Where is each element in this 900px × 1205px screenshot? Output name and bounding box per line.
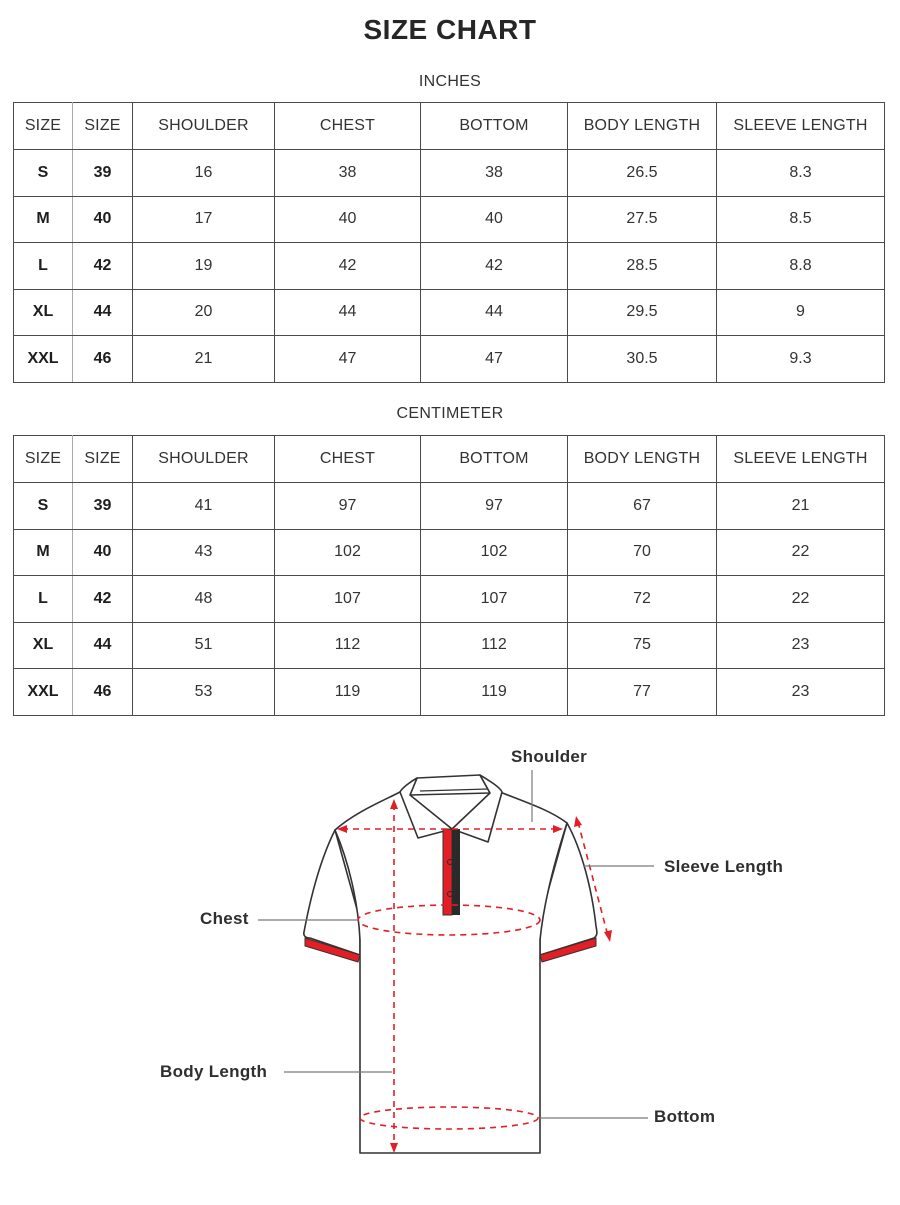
sleeve-length-value: 23 bbox=[717, 669, 885, 716]
shoulder-value: 41 bbox=[133, 483, 275, 530]
sleeve-length-value: 8.8 bbox=[717, 243, 885, 290]
bottom-value: 44 bbox=[421, 289, 568, 336]
table-row bbox=[14, 483, 885, 530]
sleeve-length-value: 8.3 bbox=[717, 150, 885, 197]
chest-value: 107 bbox=[275, 576, 421, 623]
sleeve-length-value: 8.5 bbox=[717, 196, 885, 243]
bottom-value: 102 bbox=[421, 529, 568, 576]
shoulder-value: 19 bbox=[133, 243, 275, 290]
centimeter-table bbox=[13, 435, 885, 716]
size-letter: XL bbox=[14, 622, 73, 669]
sleeve-length-value: 22 bbox=[717, 529, 885, 576]
chest-label: Chest bbox=[200, 909, 249, 928]
bottom-value: 38 bbox=[421, 150, 568, 197]
header-size-letter: SIZE bbox=[14, 103, 73, 150]
shoulder-value: 43 bbox=[133, 529, 275, 576]
size-number: 44 bbox=[73, 622, 133, 669]
sleeve-length-label: Sleeve Length bbox=[664, 857, 784, 876]
shoulder-label: Shoulder bbox=[511, 747, 588, 766]
page-title: SIZE CHART bbox=[363, 14, 537, 45]
bottom-value: 112 bbox=[421, 622, 568, 669]
size-letter: M bbox=[14, 529, 73, 576]
sleeve-length-value: 23 bbox=[717, 622, 885, 669]
header-bottom: BOTTOM bbox=[421, 436, 568, 483]
size-letter: XXL bbox=[14, 336, 73, 383]
header-chest: CHEST bbox=[275, 436, 421, 483]
size-letter: L bbox=[14, 576, 73, 623]
size-letter: XL bbox=[14, 289, 73, 336]
size-letter: S bbox=[14, 483, 73, 530]
body-length-value: 75 bbox=[568, 622, 717, 669]
sleeve-length-value: 9 bbox=[717, 289, 885, 336]
chest-value: 97 bbox=[275, 483, 421, 530]
body-length-value: 77 bbox=[568, 669, 717, 716]
size-number: 46 bbox=[73, 336, 133, 383]
bottom-value: 47 bbox=[421, 336, 568, 383]
shoulder-value: 48 bbox=[133, 576, 275, 623]
header-size-number: SIZE bbox=[73, 103, 133, 150]
header-size-letter: SIZE bbox=[14, 436, 73, 483]
table-header-row bbox=[14, 103, 885, 150]
body-length-value: 70 bbox=[568, 529, 717, 576]
shoulder-value: 20 bbox=[133, 289, 275, 336]
shoulder-value: 51 bbox=[133, 622, 275, 669]
shoulder-value: 21 bbox=[133, 336, 275, 383]
table-row bbox=[14, 529, 885, 576]
size-number: 42 bbox=[73, 243, 133, 290]
body-length-value: 29.5 bbox=[568, 289, 717, 336]
size-number: 39 bbox=[73, 483, 133, 530]
chest-value: 47 bbox=[275, 336, 421, 383]
shoulder-value: 16 bbox=[133, 150, 275, 197]
size-letter: M bbox=[14, 196, 73, 243]
sleeve-length-value: 22 bbox=[717, 576, 885, 623]
table-row bbox=[14, 669, 885, 716]
polo-shirt-measurement-diagram bbox=[0, 730, 900, 1200]
body-length-value: 72 bbox=[568, 576, 717, 623]
body-length-value: 27.5 bbox=[568, 196, 717, 243]
bottom-value: 97 bbox=[421, 483, 568, 530]
chest-value: 119 bbox=[275, 669, 421, 716]
header-sleeve-length: SLEEVE LENGTH bbox=[717, 436, 885, 483]
header-shoulder: SHOULDER bbox=[133, 436, 275, 483]
table-row bbox=[14, 576, 885, 623]
shoulder-value: 53 bbox=[133, 669, 275, 716]
bottom-label: Bottom bbox=[654, 1107, 716, 1126]
chest-value: 112 bbox=[275, 622, 421, 669]
header-body-length: BODY LENGTH bbox=[568, 436, 717, 483]
body-length-label: Body Length bbox=[160, 1062, 268, 1081]
centimeter-label: CENTIMETER bbox=[396, 405, 504, 422]
header-size-number: SIZE bbox=[73, 436, 133, 483]
table-header-row bbox=[14, 436, 885, 483]
table-row bbox=[14, 196, 885, 243]
chest-value: 44 bbox=[275, 289, 421, 336]
header-sleeve-length: SLEEVE LENGTH bbox=[717, 103, 885, 150]
table-row bbox=[14, 243, 885, 290]
inches-label: INCHES bbox=[418, 73, 482, 90]
size-number: 40 bbox=[73, 196, 133, 243]
body-length-value: 30.5 bbox=[568, 336, 717, 383]
size-number: 40 bbox=[73, 529, 133, 576]
header-bottom: BOTTOM bbox=[421, 103, 568, 150]
size-number: 46 bbox=[73, 669, 133, 716]
table-row bbox=[14, 289, 885, 336]
sleeve-length-value: 21 bbox=[717, 483, 885, 530]
chest-value: 38 bbox=[275, 150, 421, 197]
sleeve-length-value: 9.3 bbox=[717, 336, 885, 383]
bottom-value: 119 bbox=[421, 669, 568, 716]
bottom-value: 107 bbox=[421, 576, 568, 623]
size-number: 44 bbox=[73, 289, 133, 336]
size-number: 42 bbox=[73, 576, 133, 623]
polo-shirt-illustration bbox=[0, 730, 900, 1200]
table-row bbox=[14, 150, 885, 197]
table-row bbox=[14, 622, 885, 669]
header-chest: CHEST bbox=[275, 103, 421, 150]
bottom-value: 40 bbox=[421, 196, 568, 243]
chest-value: 42 bbox=[275, 243, 421, 290]
bottom-value: 42 bbox=[421, 243, 568, 290]
table-row bbox=[14, 336, 885, 383]
size-letter: XXL bbox=[14, 669, 73, 716]
inches-table bbox=[13, 102, 885, 383]
size-letter: S bbox=[14, 150, 73, 197]
size-letter: L bbox=[14, 243, 73, 290]
body-length-value: 67 bbox=[568, 483, 717, 530]
chest-value: 102 bbox=[275, 529, 421, 576]
header-shoulder: SHOULDER bbox=[133, 103, 275, 150]
size-number: 39 bbox=[73, 150, 133, 197]
body-length-value: 28.5 bbox=[568, 243, 717, 290]
body-length-value: 26.5 bbox=[568, 150, 717, 197]
chest-value: 40 bbox=[275, 196, 421, 243]
header-body-length: BODY LENGTH bbox=[568, 103, 717, 150]
shoulder-value: 17 bbox=[133, 196, 275, 243]
